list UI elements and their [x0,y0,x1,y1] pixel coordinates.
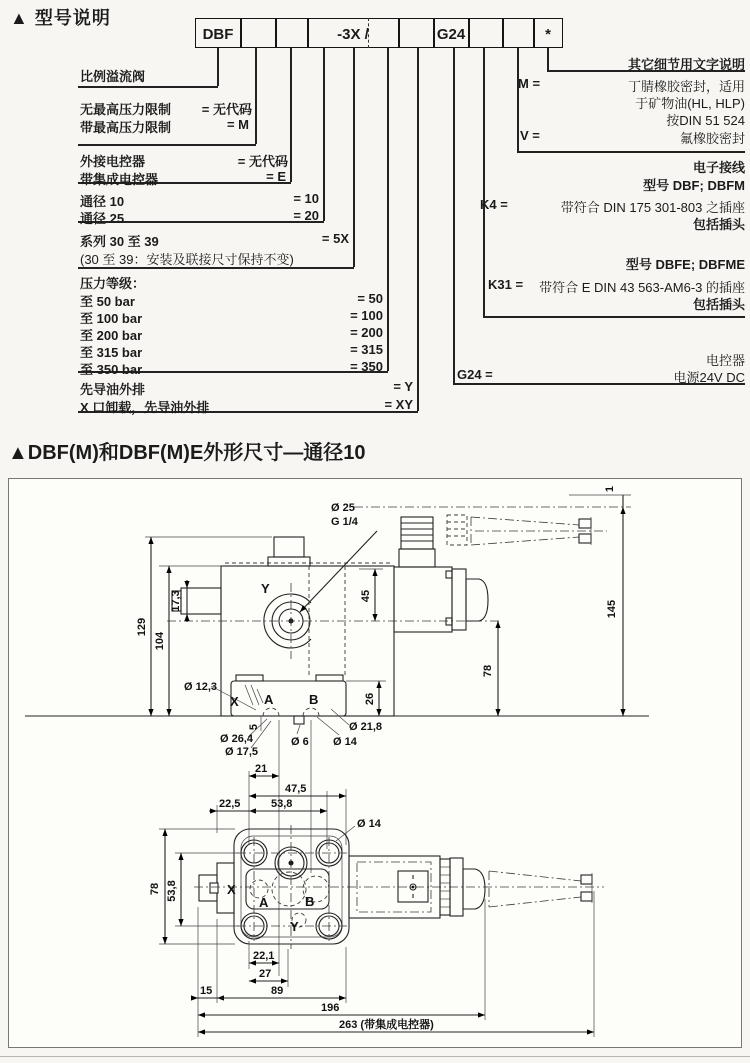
port-label-b-lower: B [305,894,315,909]
row-label: 先导油外排 [80,382,146,397]
connector-line [483,48,485,316]
row-underline [517,151,745,153]
k31-desc: 带符合 E DIN 43 563-AM6-3 的插座 [539,280,745,295]
row-label: 压力等级： [80,276,146,291]
row-code: = Y [393,379,413,394]
row-label: 至 350 bar [80,362,143,377]
cell-divider [398,18,400,48]
dim-label-26: 26 [364,692,376,706]
dim-label-145: 145 [606,599,618,619]
cell-divider [275,18,277,48]
row-label: 系列 30 至 39 [80,234,159,249]
port-label-y-upper: Y [261,581,270,596]
model-list-2: 型号 DBFE; DBFME [625,257,745,272]
connector-line [517,48,519,151]
dim-label-104: 104 [154,631,166,651]
row-code: = 10 [293,191,319,206]
controller-label: 电控器 [705,353,745,368]
seal-desc: 丁腈橡胶密封，适用 [627,79,745,94]
elec-conn-title: 电子接线 [692,160,745,175]
row-label: 至 100 bar [80,311,143,326]
row-underline [78,144,256,146]
g24-desc: 电源24V DC [673,370,745,385]
row-label: 通径 25 [80,211,125,226]
port-label-a-lower: A [259,895,269,910]
dim-label-1: 1 [604,485,616,493]
upper-view-solenoid [354,495,631,632]
row-code: = E [266,169,286,184]
k4-desc: 带符合 DIN 175 301-803 之插座 [560,200,745,215]
dim-label-dia25: Ø 25 [331,502,355,514]
connector-line [453,48,455,383]
section-title-dimensions: ▲DBF(M)和DBF(M)E外形尺寸—通径10 [8,442,366,464]
k31-plug: 包括插头 [692,297,745,312]
row-code: = 20 [293,208,319,223]
note-other-details: 其它细节用文字说明 [627,57,745,72]
dim-label-dia26-4: Ø 26,4 [220,733,254,745]
row-label: 通径 10 [80,194,125,209]
dim-label-15: 15 [200,985,213,997]
row-underline [78,86,218,88]
k4-plug: 包括插头 [692,217,745,232]
row-label: 无最高压力限制 [80,102,172,117]
port-label-y-lower: Y [290,919,299,934]
mid-dimensions [209,720,346,976]
code-g24: G24 = [457,367,493,382]
upper-view-labels [136,486,618,758]
page-bottom-rule [0,1056,750,1057]
dim-label-dia14-lower: Ø 14 [357,818,381,830]
dim-label-53-8-lower: 53,8 [166,880,178,902]
row-code: = 5X [321,231,349,246]
connector-line [387,48,389,371]
cell-divider [502,18,504,48]
code-m: M = [518,76,541,91]
connector-line [353,48,355,267]
dim-label-g14: G 1/4 [331,516,358,528]
row-code: = 350 [350,359,383,374]
dim-label-21: 21 [255,763,268,775]
dim-label-17-3: 17,3 [170,590,182,612]
cell-divider [468,18,470,48]
code-cell-g24: G24 [436,25,466,43]
port-label-a-upper: A [264,692,274,707]
row-label: 带集成电控器 [80,172,159,187]
row-code: = 无代码 [237,154,288,169]
dim-label-22-1: 22,1 [253,950,275,962]
row-label: 比例溢流阀 [80,69,146,84]
dim-label-dia17-5: Ø 17,5 [225,746,259,758]
lower-view-dimensions [159,826,594,1037]
row-code: = 200 [350,325,383,340]
dim-label-47-5: 47,5 [285,783,307,795]
upper-view-body [25,537,649,724]
drawing-frame [8,478,742,1048]
row-label: 至 50 bar [80,294,135,309]
row-label: 带最高压力限制 [80,120,172,135]
connector-line [290,48,292,182]
row-label: 至 315 bar [80,345,143,360]
row-code: = 50 [357,291,383,306]
port-label-x-lower: X [227,882,236,897]
row-code: = 100 [350,308,383,323]
dim-label-dia12-3: Ø 12,3 [184,681,218,693]
dim-label-263: 263 (带集成电控器) [339,1019,434,1031]
code-v: V = [520,128,540,143]
connector-line [547,48,549,70]
dim-label-53-8-top: 53,8 [271,798,293,810]
cell-divider [240,18,242,48]
dim-label-45: 45 [360,589,372,603]
dim-label-27: 27 [259,968,272,980]
code-cell-dbf: DBF [202,25,234,43]
row-label: X 口卸载，先导油外排 [80,400,210,415]
row-label: 外接电控器 [80,154,146,169]
model-list-1: 型号 DBF; DBFM [643,178,745,193]
seal-desc: 于矿物油(HL, HLP) [635,96,745,111]
dimension-drawing [9,479,741,1047]
row-code: = XY [384,397,413,412]
dim-label-129: 129 [136,617,148,637]
connector-line [255,48,257,144]
dim-label-78-lower: 78 [149,882,161,896]
code-cell-3x: -3X / [337,25,369,43]
dim-label-89: 89 [271,985,284,997]
dim-label-22-5: 22,5 [219,798,241,810]
dim-label-78-upper: 78 [482,664,494,678]
code-k4: K4 = [480,197,508,212]
row-code: = 315 [350,342,383,357]
row-code: = M [226,117,249,132]
section-title-model: ▲ 型号说明 [10,8,111,28]
lower-view-body [194,825,604,949]
port-label-b-upper: B [309,692,319,707]
dim-label-196: 196 [321,1002,340,1014]
connector-line [417,48,419,411]
seal-desc: 按DIN 51 524 [666,113,745,128]
row-label: 至 200 bar [80,328,143,343]
dim-label-dia6: Ø 6 [291,736,309,748]
connector-line [217,48,219,86]
seal-desc: 氟橡胶密封 [679,131,745,146]
upper-view-dimensions [145,495,626,748]
row-code: = 无代码 [201,102,252,117]
code-k31: K31 = [488,277,524,292]
code-cell-star: * [545,25,551,43]
dim-label-dia14-upper: Ø 14 [333,736,357,748]
row-label: (30 至 39：安装及联接尺寸保持不变) [80,252,294,267]
row-underline [483,316,745,318]
connector-line [323,48,325,221]
port-label-x-upper: X [230,694,239,709]
dim-label-5: 5 [248,723,260,731]
dim-label-dia21-8: Ø 21,8 [349,721,383,733]
